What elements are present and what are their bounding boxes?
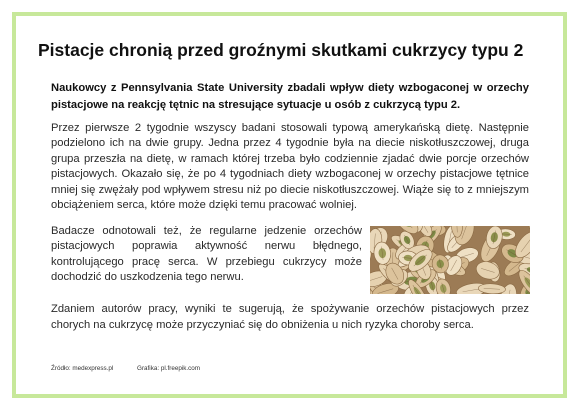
body-paragraph-2: Badacze odnotowali też, że regularne jedzenie orzechów pistacjowych poprawia aktywność nerwu błędnego, kontrolującego pracę serca. W przebiegu cukrzycy może dochodzić do uszkodzenia tego nerwu. (51, 225, 362, 284)
body-paragraph-1: Przez pierwsze 2 tygodnie wszyscy badani stosowali typową amerykańską dietę. Następnie podzielono ich na dwie grupy. Jedna przez 4 tygodnie była na diecie niskotłuszczowej, druga grupa przeszła na dietę, w ramach której trzeba było codziennie zjadać dwie porcje orzechów pistacjowych. Okazało się, że po 4 tygodniach diety wzbogaconej w orzechy pistacjowe tętnice mniej się zwężały pod wpływem stresu niż po diecie niskotłuszczowej. Wiąże się to z mniejszym obciążeniem serca, które może dzięki temu pracować wolniej. (51, 122, 529, 212)
footer-credits (51, 365, 222, 372)
page-title: Pistacje chronią przed groźnymi skutkami cukrzycy typu 2 (38, 40, 524, 60)
body-paragraph-3: Zdaniem autorów pracy, wyniki te sugerują, że spożywanie orzechów pistacjowych przez chorych na cukrzycę może przyczyniać się do obniżenia u nich ryzyka choroby serca. (51, 303, 529, 331)
graphic-credit: Grafika: pl.freepik.com (137, 365, 201, 372)
lead-paragraph: Naukowcy z Pennsylvania State University zbadali wpływ diety wzbogaconej w orzechy pistacjowe na reakcję tętnic na stresujące sytuacje u osób z cukrzycą typu 2. (51, 82, 529, 111)
pistachio-photo (370, 226, 530, 294)
source-credit: Źródło: medexpress.pl (51, 365, 114, 372)
pistachio-illustration (370, 226, 530, 294)
